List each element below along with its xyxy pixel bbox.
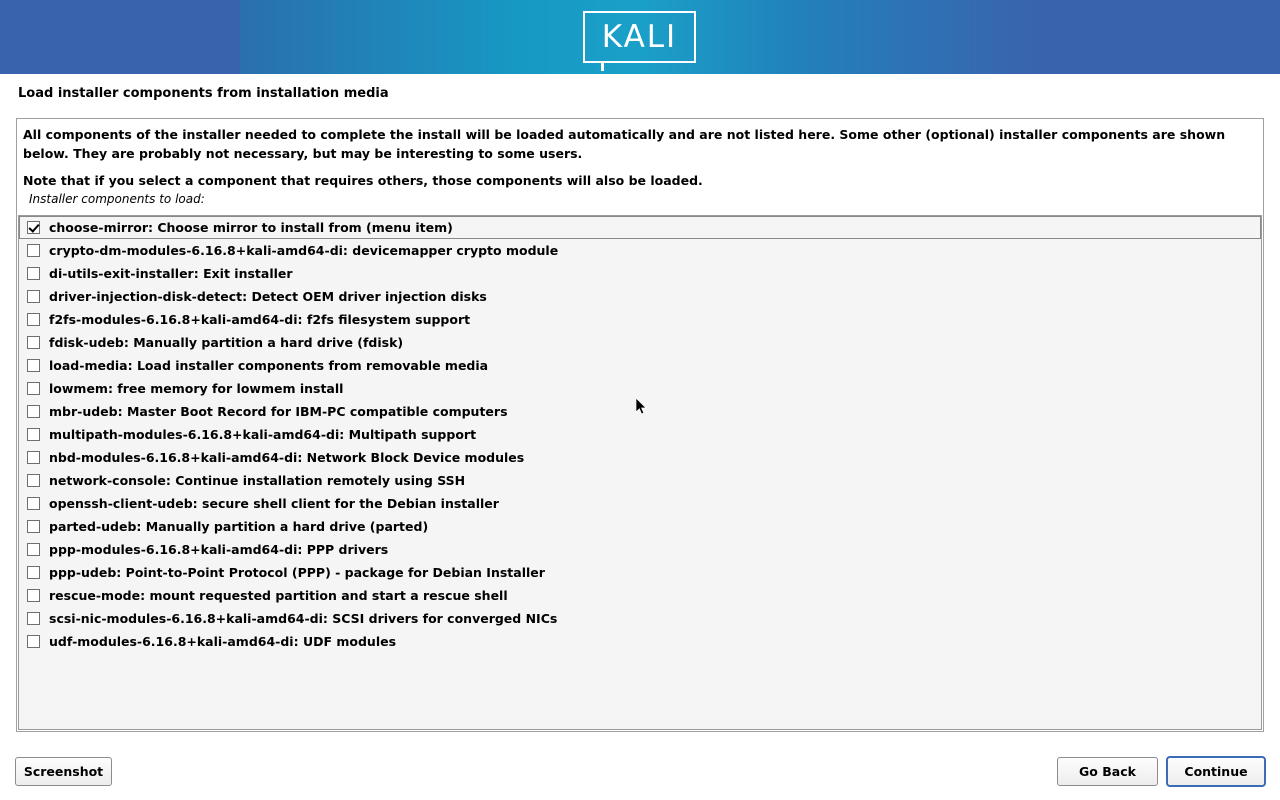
continue-button[interactable]: Continue bbox=[1166, 756, 1266, 787]
kali-logo: KALI bbox=[583, 11, 696, 63]
component-row[interactable] bbox=[19, 354, 1261, 377]
installer-panel bbox=[16, 118, 1264, 732]
list-label: Installer components to load: bbox=[29, 192, 205, 206]
component-label: network-console: Continue installation remotely using SSH bbox=[49, 473, 466, 488]
component-label: nbd-modules-6.16.8+kali-amd64-di: Network Block Device modules bbox=[49, 450, 525, 465]
component-label: driver-injection-disk-detect: Detect OEM driver injection disks bbox=[49, 289, 487, 304]
checkbox-checked-icon[interactable] bbox=[27, 221, 40, 234]
component-row[interactable] bbox=[19, 216, 1261, 239]
checkbox-icon[interactable] bbox=[27, 451, 40, 464]
component-label: udf-modules-6.16.8+kali-amd64-di: UDF modules bbox=[49, 634, 397, 649]
component-label: rescue-mode: mount requested partition and start a rescue shell bbox=[49, 588, 508, 603]
component-label: choose-mirror: Choose mirror to install from (menu item) bbox=[49, 220, 453, 235]
component-row[interactable] bbox=[19, 400, 1261, 423]
note-text: Note that if you select a component that requires others, those components will also be loaded. bbox=[23, 173, 703, 188]
component-label: load-media: Load installer components from removable media bbox=[49, 358, 489, 373]
component-row[interactable] bbox=[19, 630, 1261, 653]
go-back-button[interactable]: Go Back bbox=[1057, 757, 1158, 786]
checkbox-icon[interactable] bbox=[27, 497, 40, 510]
kali-logo-tail bbox=[601, 61, 604, 71]
checkbox-icon[interactable] bbox=[27, 474, 40, 487]
component-row[interactable] bbox=[19, 331, 1261, 354]
checkbox-icon[interactable] bbox=[27, 382, 40, 395]
component-label: lowmem: free memory for lowmem install bbox=[49, 381, 344, 396]
component-label: f2fs-modules-6.16.8+kali-amd64-di: f2fs filesystem support bbox=[49, 312, 471, 327]
component-label: parted-udeb: Manually partition a hard drive (parted) bbox=[49, 519, 429, 534]
checkbox-icon[interactable] bbox=[27, 520, 40, 533]
checkbox-icon[interactable] bbox=[27, 635, 40, 648]
page-title: Load installer components from installation media bbox=[18, 86, 389, 101]
checkbox-icon[interactable] bbox=[27, 543, 40, 556]
component-label: di-utils-exit-installer: Exit installer bbox=[49, 266, 293, 281]
checkbox-icon[interactable] bbox=[27, 336, 40, 349]
kali-banner bbox=[0, 0, 1280, 74]
component-label: ppp-udeb: Point-to-Point Protocol (PPP) - package for Debian Installer bbox=[49, 565, 545, 580]
component-row[interactable] bbox=[19, 262, 1261, 285]
component-row[interactable] bbox=[19, 377, 1261, 400]
component-label: openssh-client-udeb: secure shell client for the Debian installer bbox=[49, 496, 499, 511]
component-row[interactable] bbox=[19, 423, 1261, 446]
component-row[interactable] bbox=[19, 446, 1261, 469]
component-row[interactable] bbox=[19, 492, 1261, 515]
component-row[interactable] bbox=[19, 607, 1261, 630]
component-label: crypto-dm-modules-6.16.8+kali-amd64-di: devicemapper crypto module bbox=[49, 243, 559, 258]
component-row[interactable] bbox=[19, 239, 1261, 262]
checkbox-icon[interactable] bbox=[27, 313, 40, 326]
components-listbox[interactable] bbox=[18, 215, 1262, 730]
component-row[interactable] bbox=[19, 469, 1261, 492]
component-label: multipath-modules-6.16.8+kali-amd64-di: Multipath support bbox=[49, 427, 477, 442]
component-row[interactable] bbox=[19, 308, 1261, 331]
checkbox-icon[interactable] bbox=[27, 589, 40, 602]
component-label: fdisk-udeb: Manually partition a hard drive (fdisk) bbox=[49, 335, 404, 350]
checkbox-icon[interactable] bbox=[27, 612, 40, 625]
component-label: ppp-modules-6.16.8+kali-amd64-di: PPP drivers bbox=[49, 542, 389, 557]
component-row[interactable] bbox=[19, 285, 1261, 308]
checkbox-icon[interactable] bbox=[27, 244, 40, 257]
component-label: scsi-nic-modules-6.16.8+kali-amd64-di: SCSI drivers for converged NICs bbox=[49, 611, 558, 626]
checkbox-icon[interactable] bbox=[27, 290, 40, 303]
component-row[interactable] bbox=[19, 515, 1261, 538]
component-row[interactable] bbox=[19, 561, 1261, 584]
checkbox-icon[interactable] bbox=[27, 428, 40, 441]
checkbox-icon[interactable] bbox=[27, 405, 40, 418]
component-label: mbr-udeb: Master Boot Record for IBM-PC compatible computers bbox=[49, 404, 508, 419]
component-row[interactable] bbox=[19, 584, 1261, 607]
intro-text: All components of the installer needed to complete the install will be loaded automatically and are not listed here. Some other (optional) installer components are shown below. They are probably not necessary, but may be interesting to some users. bbox=[23, 127, 1226, 161]
checkbox-icon[interactable] bbox=[27, 267, 40, 280]
component-row[interactable] bbox=[19, 538, 1261, 561]
checkbox-icon[interactable] bbox=[27, 566, 40, 579]
screenshot-button[interactable]: Screenshot bbox=[15, 757, 112, 786]
checkbox-icon[interactable] bbox=[27, 359, 40, 372]
